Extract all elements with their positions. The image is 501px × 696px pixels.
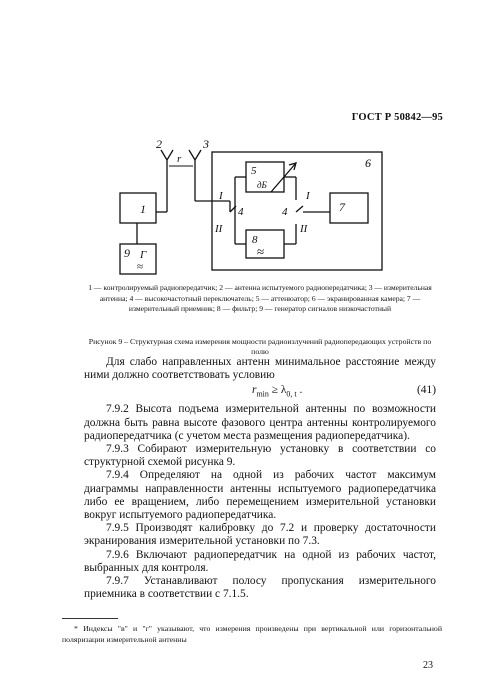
label-ii-right: II — [300, 223, 308, 235]
filter-wave-symbol: ≈ — [257, 244, 265, 259]
paragraph-7-9-2: 7.9.2 Высота подъема измерительной антенны по возможности должна быть равна высоте фазового центра антенны контролируемого радиопередатчика (с учетом места размещения радиопередатчика). — [84, 403, 436, 442]
label-4-left: 4 — [238, 206, 244, 218]
formula-number: (41) — [417, 384, 436, 397]
label-db: дБ — [257, 180, 267, 190]
label-7: 7 — [339, 200, 345, 214]
label-2: 2 — [156, 137, 162, 151]
label-i-right: I — [306, 190, 310, 202]
label-1: 1 — [140, 202, 146, 216]
formula-41 — [84, 384, 436, 400]
main-text — [84, 356, 436, 601]
paragraph-7-9-5: 7.9.5 Производят калибровку до 7.2 и проверку достаточности экранирования измерительной установки по 7.3. — [84, 522, 436, 548]
generator-wave-symbol: ≈ — [137, 261, 144, 273]
paragraph-7-9-3: 7.9.3 Собирают измерительную установку в соответствии со структурной схемой рисунка 9. — [84, 443, 436, 469]
label-6: 6 — [365, 156, 371, 170]
label-9: 9 — [124, 246, 130, 260]
block-1-transmitter — [120, 193, 156, 223]
label-5: 5 — [251, 165, 257, 177]
label-r: r — [177, 153, 182, 165]
antenna-3-icon — [189, 150, 201, 160]
label-i-left: I — [219, 190, 223, 202]
antenna-2-icon — [161, 150, 173, 160]
formula-expression: $r_{min} \ge \lambda_{0, t}$ . — [252, 384, 303, 399]
figure-title: Рисунок 9 – Структурная схема измерения мощности радиоизлучений радиопередающих устройств по полю — [88, 337, 432, 357]
page-number: 23 — [423, 660, 433, 671]
document-code: ГОСТ Р 50842—95 — [351, 112, 443, 123]
generator-symbol: Г — [140, 249, 147, 261]
footnote-divider — [62, 618, 118, 619]
figure-legend: 1 — контролируемый радиопередатчик; 2 — антенна испытуемого радиопередатчика; 3 — измерительная антенна; 4 — высокочастотный переключатель; 5 — аттенюатор; 6 — экранированная камера; 7 — измерительный приемник; 8 — фильтр; 9 — генератор сигналов низкочастотный — [88, 283, 432, 314]
label-4-right: 4 — [282, 206, 288, 218]
paragraph-7-9-7: 7.9.7 Устанавливают полосу пропускания измерительного приемника в соответствии с 7.1.5. — [84, 575, 436, 601]
paragraph-7-9-6: 7.9.6 Включают радиопередатчик на одной из рабочих частот, выбранных для контроля. — [84, 548, 436, 574]
footnote: * Индексы "в" и "г" указывают, что измерения произведены при вертикальной или горизонтальной поляризации измерительной антенны — [62, 624, 442, 644]
label-ii-left: II — [215, 223, 223, 235]
paragraph-7-9-4: 7.9.4 Определяют на одной из рабочих частот максимум диаграммы направленности антенны испытуемого радиопередатчика либо ее вращением, либо перемещением измерительной установки вокруг испытуемого радиопередатчика. — [84, 469, 436, 522]
block-diagram — [0, 0, 501, 280]
paragraph-intro: Для слабо направленных антенн минимальное расстояние между ними должно соответствовать условию — [84, 356, 436, 382]
block-7-receiver — [330, 193, 368, 223]
label-8: 8 — [252, 234, 258, 246]
label-3: 3 — [203, 137, 209, 151]
